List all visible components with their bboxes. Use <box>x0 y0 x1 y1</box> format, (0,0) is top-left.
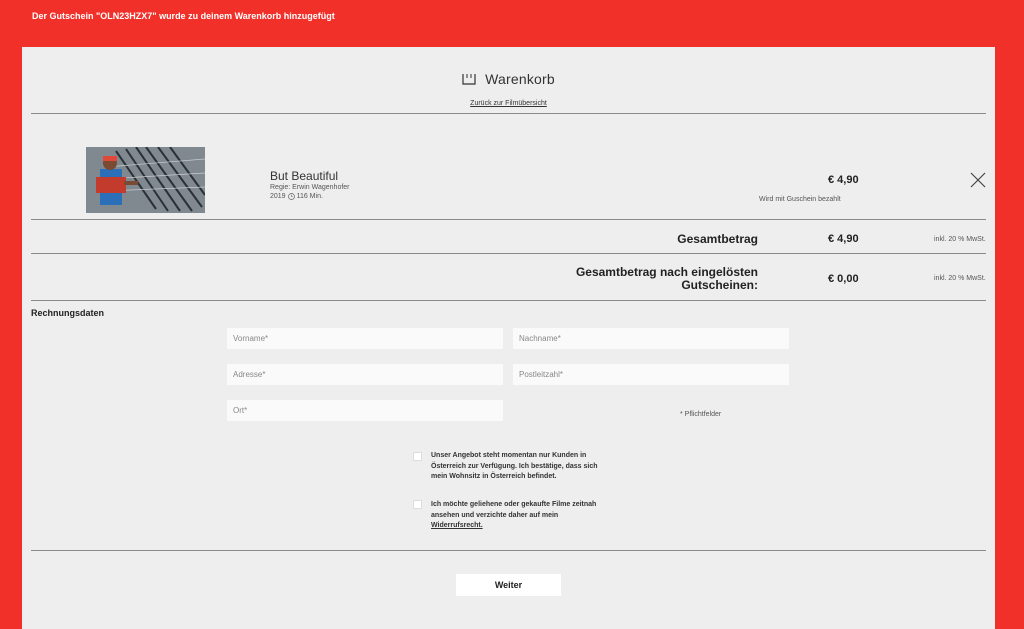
divider <box>31 113 986 114</box>
cart-panel <box>22 47 995 629</box>
residence-checkbox-label: Unser Angebot steht momentan nur Kunden in Österreich zur Verfügung. Ich bestätige, dass sich mein Wohnsitz in Österreich befindet. <box>431 452 598 480</box>
cart-header <box>22 71 995 87</box>
voucher-paid-note: Wird mit Guschein bezahlt <box>759 196 841 203</box>
lastname-input[interactable] <box>513 328 789 349</box>
required-fields-note: * Pflichtfelder <box>680 411 722 418</box>
clock-icon <box>288 193 295 200</box>
divider <box>31 253 986 254</box>
divider <box>31 300 986 301</box>
continue-button[interactable]: Weiter <box>456 574 561 596</box>
residence-checkbox[interactable] <box>413 452 422 461</box>
total-after-voucher-label: Gesamtbetrag nach eingelösten Gutscheinen: <box>575 265 758 292</box>
film-director: Regie: Erwin Wagenhofer <box>270 184 350 191</box>
postcode-input[interactable] <box>513 364 789 385</box>
remove-item-button[interactable] <box>970 172 986 188</box>
item-price: € 4,90 <box>828 174 859 186</box>
total-label: Gesamtbetrag <box>677 232 758 246</box>
withdrawal-checkbox-label <box>431 500 606 532</box>
divider <box>31 550 986 551</box>
film-title: But Beautiful <box>270 169 339 183</box>
film-year-duration <box>270 193 323 200</box>
page-title: Warenkorb <box>485 71 555 87</box>
total-after-voucher-value: € 0,00 <box>828 273 859 285</box>
city-input[interactable] <box>227 400 503 421</box>
billing-section-title: Rechnungsdaten <box>31 308 105 318</box>
withdrawal-right-link[interactable]: Widerrufsrecht. <box>431 522 483 529</box>
film-thumbnail[interactable] <box>86 147 205 213</box>
address-input[interactable] <box>227 364 503 385</box>
withdrawal-text: Ich möchte geliehene oder gekaufte Filme zeitnah ansehen und verzichte daher auf mein <box>431 501 597 519</box>
voucher-banner: Der Gutschein "OLN23HZX7" wurde zu deinem Warenkorb hinzugefügt <box>32 11 335 21</box>
total-vat: inkl. 20 % MwSt. <box>934 236 986 243</box>
bag-icon <box>462 73 476 85</box>
back-to-films-link[interactable]: Zurück zur Filmübersicht <box>470 100 547 107</box>
firstname-input[interactable] <box>227 328 503 349</box>
close-icon <box>970 172 986 188</box>
withdrawal-checkbox[interactable] <box>413 500 422 509</box>
film-year: 2019 <box>270 193 286 200</box>
divider <box>31 219 986 220</box>
total-value: € 4,90 <box>828 233 859 245</box>
total-after-voucher-vat: inkl. 20 % MwSt. <box>934 275 986 282</box>
film-duration: 116 Min. <box>296 193 323 200</box>
